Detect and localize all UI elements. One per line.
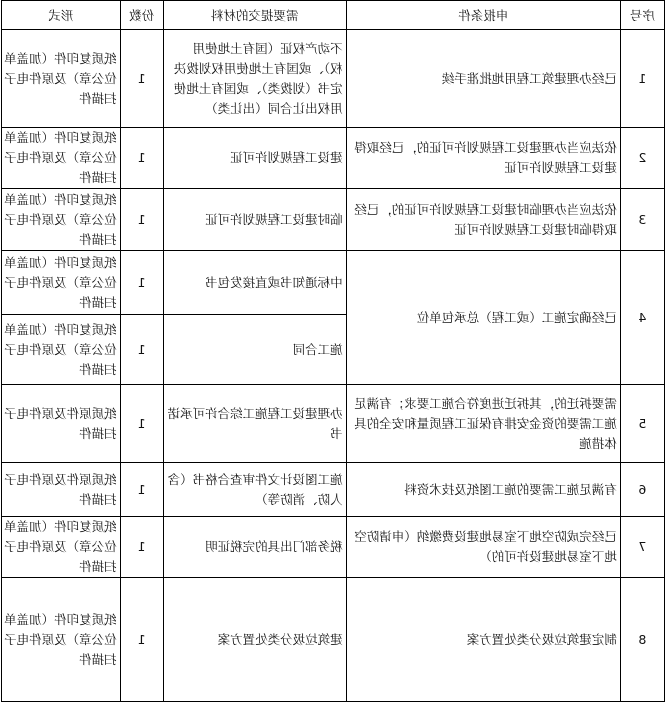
material-cell: 税务部门出具的完税证明	[163, 517, 346, 578]
seq-cell: 8	[620, 578, 664, 702]
copies-cell: 1	[120, 517, 163, 578]
condition-cell: 有满足施工需要的施工图纸及技术资料	[346, 463, 620, 517]
condition-cell: 制定建筑垃圾分类处置方案	[346, 578, 620, 702]
condition-cell: 已经办理建筑工程用地批准手续	[346, 30, 620, 128]
form-cell: 纸质复印件（加盖单位公章）及原件电子扫描件	[2, 251, 121, 315]
form-cell: 纸质复印件（加盖单位公章）及原件电子扫描件	[2, 517, 121, 578]
copies-cell: 1	[120, 578, 163, 702]
form-cell: 纸质复印件（加盖单位公章）及原件电子扫描件	[2, 315, 121, 385]
table-row	[2, 578, 665, 702]
condition-cell: 已经确定施工（或工程）总承包单位	[346, 251, 620, 385]
copies-cell: 1	[120, 128, 163, 189]
seq-cell: 6	[620, 463, 664, 517]
form-cell: 纸质复印件（加盖单位公章）及原件电子扫描件	[2, 189, 121, 251]
table-row	[2, 463, 665, 517]
copies-cell: 1	[120, 463, 163, 517]
form-cell: 纸质原件及原件电子扫描件	[2, 385, 121, 463]
table-row	[2, 385, 665, 463]
table-row	[2, 251, 665, 315]
table-row	[2, 30, 665, 128]
application-materials-table	[1, 0, 665, 702]
material-cell: 建筑垃圾分类处置方案	[163, 578, 346, 702]
material-cell: 施工合同	[163, 315, 346, 385]
form-cell: 纸质复印件（加盖单位公章）及原件电子扫描件	[2, 578, 121, 702]
seq-cell: 5	[620, 385, 664, 463]
form-cell: 纸质复印件（加盖单位公章）及原件电子扫描件	[2, 128, 121, 189]
header-material: 需要提交的材料	[163, 1, 346, 30]
material-cell: 办理建设工程施工综合许可承诺书	[163, 385, 346, 463]
seq-cell: 2	[620, 128, 664, 189]
copies-cell: 1	[120, 30, 163, 128]
form-cell: 纸质复印件（加盖单位公章）及原件电子扫描件	[2, 30, 121, 128]
copies-cell: 1	[120, 315, 163, 385]
header-condition: 申报条件	[346, 1, 620, 30]
copies-cell: 1	[120, 385, 163, 463]
material-cell: 建设工程规划许可证	[163, 128, 346, 189]
seq-cell: 4	[620, 251, 664, 385]
copies-cell: 1	[120, 189, 163, 251]
material-cell: 中标通知书或直接发包书	[163, 251, 346, 315]
table-row	[2, 517, 665, 578]
condition-cell: 需要拆迁的，其拆迁进度符合施工要求；有满足施工需要的资金安排有保证工程质量和安全的具体措施	[346, 385, 620, 463]
seq-cell: 1	[620, 30, 664, 128]
header-seq: 序号	[620, 1, 664, 30]
table-row	[2, 189, 665, 251]
header-form: 形式	[2, 1, 121, 30]
table-row	[2, 128, 665, 189]
condition-cell: 依法应当办理建设工程规划许可证的，已经取得建设工程规划许可证	[346, 128, 620, 189]
copies-cell: 1	[120, 251, 163, 315]
table-header-row	[2, 1, 665, 30]
material-cell: 施工图设计文件审查合格书（含人防、消防等）	[163, 463, 346, 517]
header-copies: 份数	[120, 1, 163, 30]
material-cell: 临时建设工程规划许可证	[163, 189, 346, 251]
form-cell: 纸质原件及原件电子扫描件	[2, 463, 121, 517]
seq-cell: 7	[620, 517, 664, 578]
material-cell: 不动产权证（国有土地使用权）、或国有土地使用权划拨决定书（划拨类）、或国有土地使用权出让合同（出让类）	[163, 30, 346, 128]
seq-cell: 3	[620, 189, 664, 251]
condition-cell: 依法应当办理临时建设工程规划许可证的，已经取得临时建设工程规划许可证	[346, 189, 620, 251]
condition-cell: 已经完成防空地下室易地建设费缴纳（申请防空地下室易地建设许可的）	[346, 517, 620, 578]
